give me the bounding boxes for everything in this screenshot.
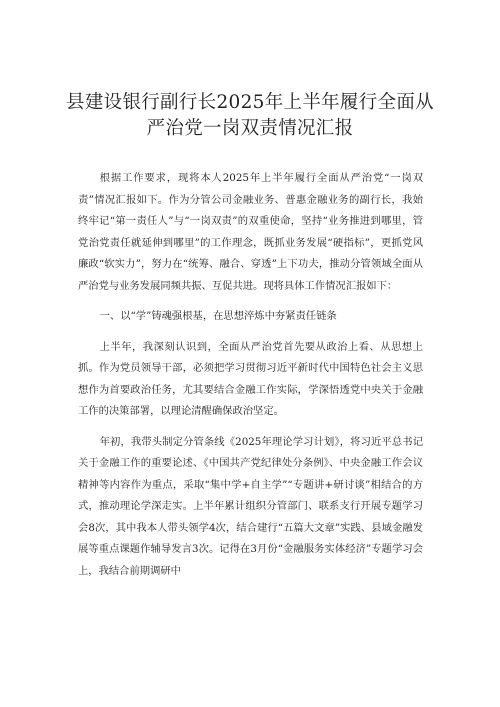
section-heading-1: 一、以“学”铸魂强根基，在思想淬炼中夯紧责任链条	[99, 310, 337, 322]
intro-paragraph: 根据工作要求，现将本人2025年上半年履行全面从严治党“一岗双责”情况汇报如下。作为分管公司金融业务、普惠金融业务的副行长，我始终牢记“第一责任人”与“一岗双责”的双重使命，坚持“业务推进到哪里，管党治党责任就延伸到哪里”的工作理念，既抓业务发展“硬指标”，更抓党风廉政“软实力”，努力在“统筹、融合、穿透”上下功夫，推动分管领域全面从严治党与业务发展同频共振、互促共进。现将具体工作情况汇报如下：	[78, 172, 423, 292]
section1-paragraph-1: 上半年，我深刻认识到，全面从严治党首先要从政治上看、从思想上抓。作为党员领导干部，必须把学习贯彻习近平新时代中国特色社会主义思想作为首要政治任务，尤其要结合金融工作实际，学深悟透党中央关于金融工作的决策部署，以理论清醒确保政治坚定。	[78, 340, 423, 417]
document-body	[78, 168, 423, 582]
document-title-line1: 县建设银行副行长2025年上半年履行全面从	[66, 92, 434, 113]
section1-paragraph-2: 年初，我带头制定分管条线《2025年理论学习计划》，将习近平总书记关于金融工作的重要论述、《中国共产党纪律处分条例》、中央金融工作会议精神等内容作为重点，采取“集中学+自主学”“专题讲+研讨谈”相结合的方式，推动理论学深走实。上半年累计组织分管部门、联系支行开展专题学习会8次，其中我本人带头领学4次，结合建行“五篇大文章”实践、县域金融发展等重点课题作辅导发言3次。记得在3月份“金融服务实体经济”专题学习会上，我结合前期调研中	[78, 435, 423, 577]
document-title-line2: 严治党一岗双责情况汇报	[146, 118, 354, 139]
